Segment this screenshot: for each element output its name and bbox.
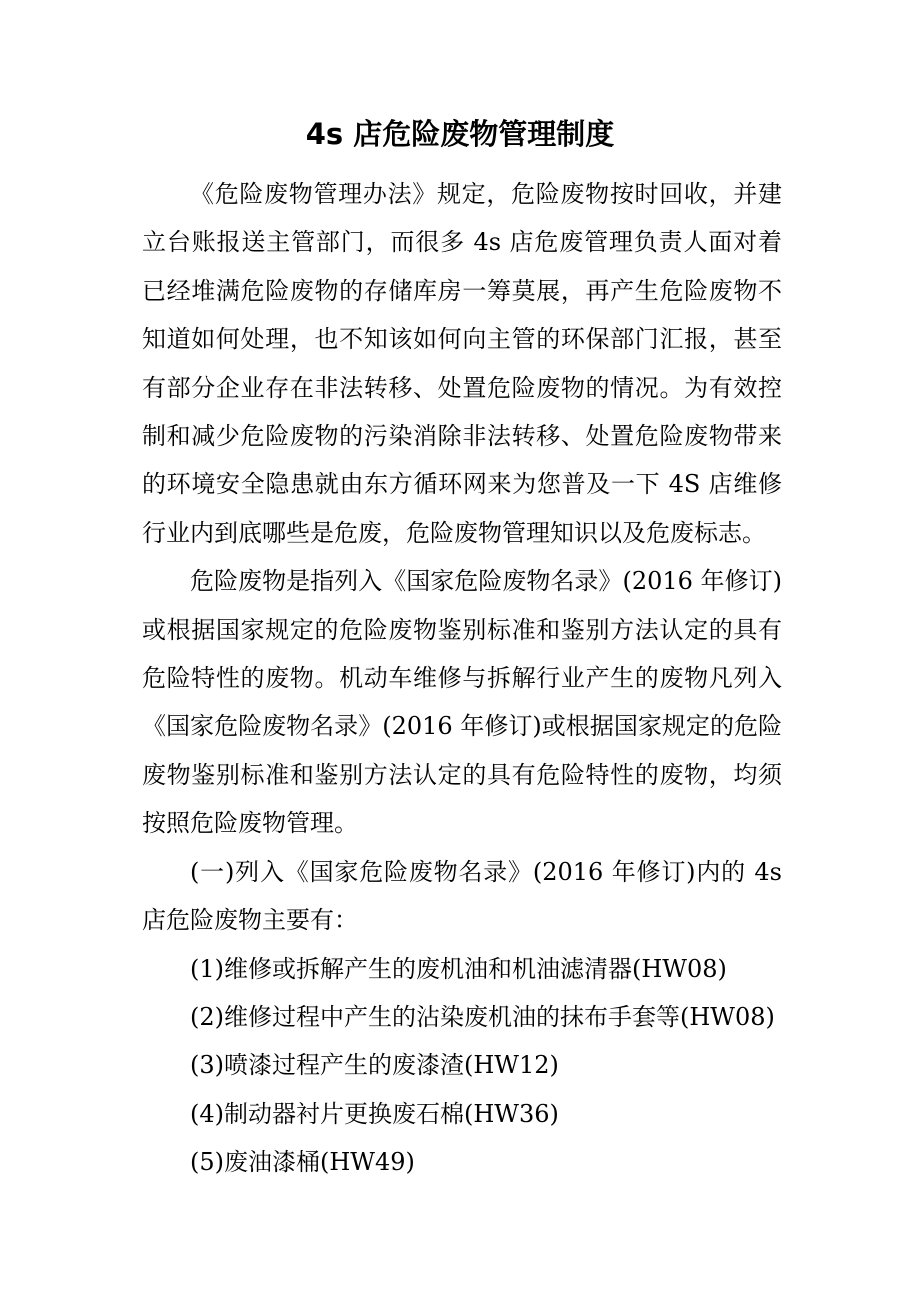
list-item: (1)维修或拆解产生的废机油和机油滤清器(HW08) (190, 954, 727, 983)
paragraph-list-heading: (一)列入《国家危险废物名录》(2016 年修订)内的 4s 店危险废物主要有： (142, 857, 782, 935)
list-item: (2)维修过程中产生的沾染废机油的抹布手套等(HW08) (190, 1002, 775, 1031)
list-item: (3)喷漆过程产生的废漆渣(HW12) (190, 1051, 559, 1080)
document-body (142, 170, 782, 1187)
paragraph-intro: 《危险废物管理办法》规定，危险废物按时回收，并建立台账报送主管部门，而很多 4s 店危废管理负责人面对着已经堆满危险废物的存储库房一筹莫展，再产生危险废物不知道如何处理，也不知该如何向主管的环保部门汇报，甚至有部分企业存在非法转移、处置危险废物的情况。为有效控制和减少危险废物的污染消除非法转移、处置危险废物带来的环境安全隐患就由东方循环网来为您普及一下 4S 店维修行业内到底哪些是危废，危险废物管理知识以及危废标志。 (142, 180, 782, 547)
list-item: (4)制动器衬片更换废石棉(HW36) (190, 1099, 559, 1128)
paragraph-definition: 危险废物是指列入《国家危险废物名录》(2016 年修订)或根据国家规定的危险废物鉴别标准和鉴别方法认定的具有危险特性的废物。机动车维修与拆解行业产生的废物凡列入《国家危险废物名录》(2016 年修订)或根据国家规定的危险废物鉴别标准和鉴别方法认定的具有危险特性的废物，均须按照危险废物管理。 (142, 567, 782, 838)
list-item: (5)废油漆桶(HW49) (190, 1148, 415, 1177)
document-title: 4s 店危险废物管理制度 (305, 117, 615, 151)
